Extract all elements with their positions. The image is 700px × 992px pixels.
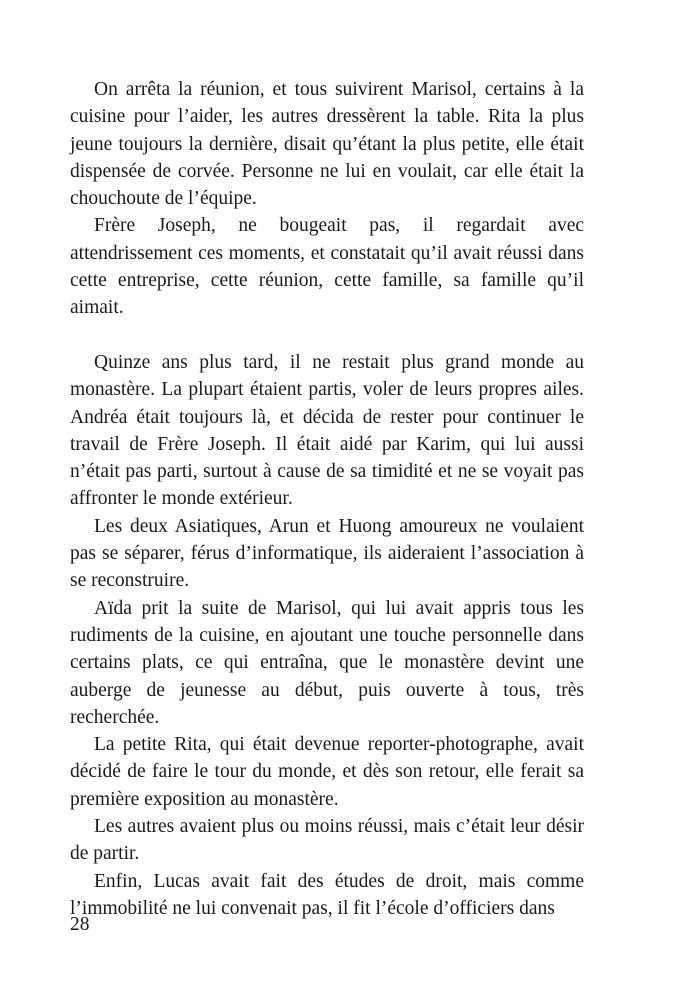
paragraph-5: Aïda prit la suite de Marisol, qui lui avait appris tous les rudiments de la cuisine, en ajoutant une touche personnelle dans certains plats, ce qui entraîna, que le monastère devint une auberge de jeunesse au début, puis ouverte à tous, très recherchée.	[70, 597, 584, 728]
body-text	[70, 76, 584, 922]
paragraph-7: Les autres avaient plus ou moins réussi, mais c’était leur désir de partir.	[70, 816, 584, 865]
paragraph-3: Quinze ans plus tard, il ne restait plus grand monde au monastère. La plupart étaient partis, voler de leurs propres ailes. Andréa était toujours là, et décida de rester pour continuer le travail de Frère Joseph. Il était aidé par Karim, qui lui aussi n’était pas parti, surtout à cause de sa timidité et ne se voyait pas affronter le monde extérieur.	[70, 351, 584, 510]
paragraph-4: Les deux Asiatiques, Arun et Huong amoureux ne voulaient pas se séparer, férus d’informatique, ils aideraient l’association à se reconstruire.	[70, 515, 584, 592]
paragraph-2: Frère Joseph, ne bougeait pas, il regardait avec attendrissement ces moments, et constatait qu’il avait réussi dans cette entreprise, cette réunion, cette famille, sa famille qu’il aimait.	[70, 215, 584, 319]
paragraph-1: On arrêta la réunion, et tous suivirent Marisol, certains à la cuisine pour l’aider, les autres dressèrent la table. Rita la plus jeune toujours la dernière, disait qu’étant la plus petite, elle était dispensée de corvée. Personne ne lui en voulait, car elle était la chouchoute de l’équipe.	[70, 79, 584, 210]
paragraph-6: La petite Rita, qui était devenue reporter-photographe, avait décidé de faire le tour du monde, et dès son retour, elle ferait sa première exposition au monastère.	[70, 734, 584, 810]
page-number: 28	[70, 914, 90, 935]
paragraph-8: Enfin, Lucas avait fait des études de droit, mais comme l’immobilité ne lui convenait pas, il fit l’école d’officiers dans	[70, 870, 584, 919]
